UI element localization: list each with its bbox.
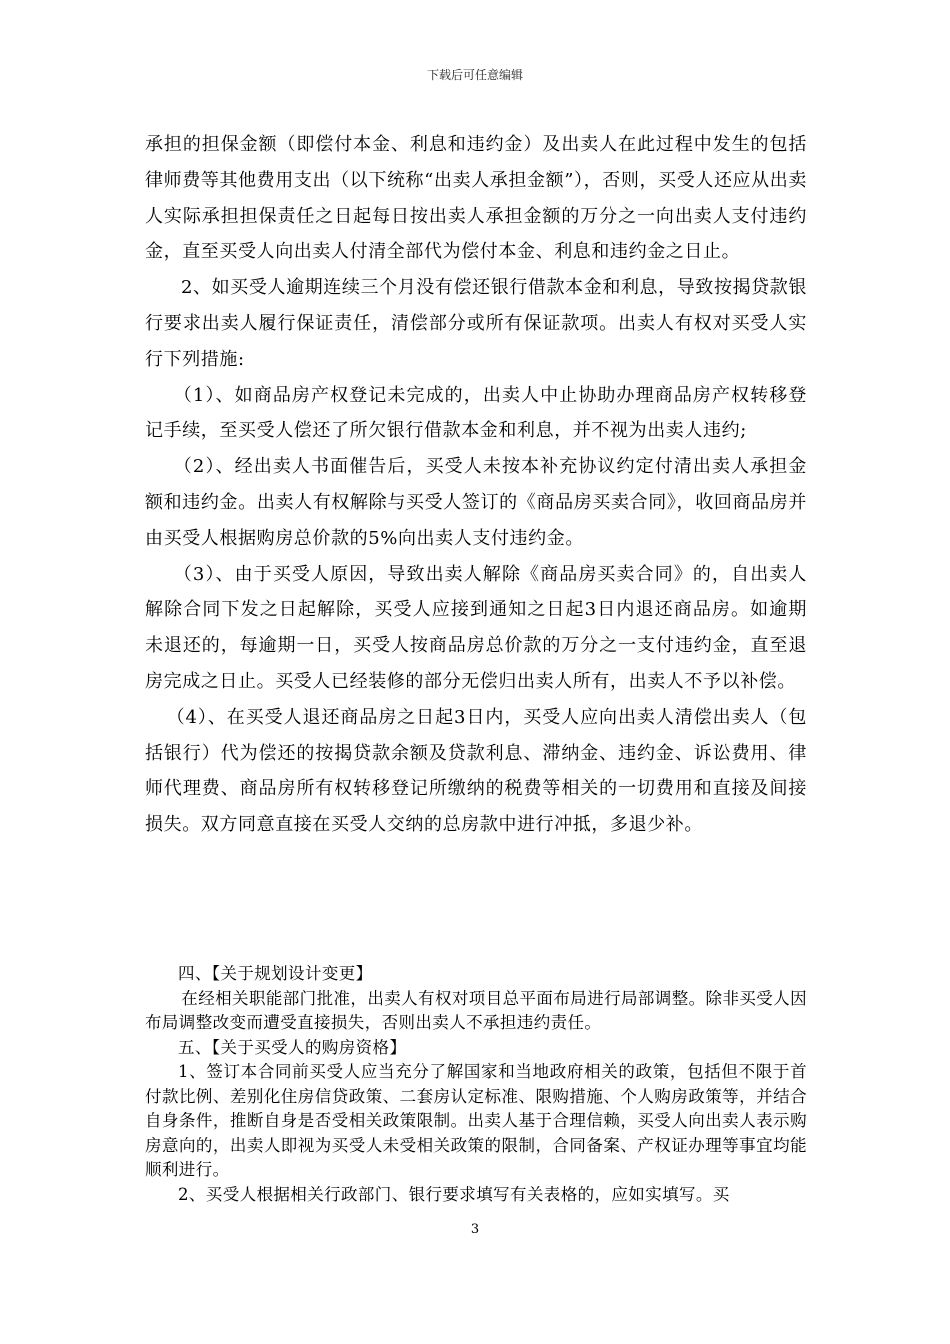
paragraph-clause-2-2: （2）、经出卖人书面催告后，买受人未按本补充协议约定付清出卖人承担金额和违约金。出卖人有权解除与买受人签订的《商品房买卖合同》，收回商品房并由买受人根据购房总价款的5%向出卖人支付违约金。 <box>145 456 807 549</box>
section-heading-4: 四、【关于规划设计变更】 <box>178 964 373 983</box>
paragraph-section-4: 在经相关职能部门批准，出卖人有权对项目总平面布局进行局部调整。除非买受人因布局调整改变而遭受直接损失，否则出卖人不承担违约责任。 <box>145 988 807 1032</box>
document-body-wide <box>145 127 807 843</box>
section-heading-5: 五、【关于买受人的购房资格】 <box>178 1037 407 1057</box>
paragraph-continuation: 承担的担保金额（即偿付本金、利息和违约金）及出卖人在此过程中发生的包括律师费等其他费用支出（以下统称“出卖人承担金额”），否则，买受人还应从出卖人实际承担担保责任之日起每日按出卖人承担金额的万分之一向出卖人支付违约金，直至买受人向出卖人付清全部代为偿付本金、利息和违约金之日止。 <box>145 134 807 263</box>
document-body-tight <box>145 962 807 1207</box>
page-header: 下载后可任意编辑 <box>426 68 523 82</box>
paragraph-section-5-1: 1、签订本合同前买受人应当充分了解国家和当地政府相关的政策，包括但不限于首付款比例、差别化住房信贷政策、二套房认定标准、限购措施、个人购房政策等，并结合自身条件，推断自身是否受相关政策限制。出卖人基于合理信赖，买受人向出卖人表示购房意向的，出卖人即视为买受人未受相关政策的限制，合同备案、产权证办理等事宜均能顺利进行。 <box>145 1062 807 1179</box>
paragraph-clause-2: 2、如买受人逾期连续三个月没有偿还银行借款本金和利息，导致按揭贷款银行要求出卖人履行保证责任，清偿部分或所有保证款项。出卖人有权对买受人实行下列措施: <box>145 277 807 370</box>
page-number: 3 <box>470 1222 480 1237</box>
paragraph-section-5-2: 2、买受人根据相关行政部门、银行要求填写有关表格的，应如实填写。买 <box>178 1184 730 1204</box>
paragraph-clause-2-3: （3）、由于买受人原因，导致出卖人解除《商品房买卖合同》的，自出卖人解除合同下发之日起解除，买受人应接到通知之日起3日内退还商品房。如逾期未退还的，每逾期一日，买受人按商品房总价款的万分之一支付违约金，直至退房完成之日止。买受人已经装修的部分无偿归出卖人所有，出卖人不予以补偿。 <box>145 563 807 692</box>
paragraph-clause-2-4: （4）、在买受人退还商品房之日起3日内，买受人应向出卖人清偿出卖人（包括银行）代为偿还的按揭贷款余额及贷款利息、滞纳金、违约金、诉讼费用、律师代理费、商品房所有权转移登记所缴纳的税费等相关的一切费用和直接及间接损失。双方同意直接在买受人交纳的总房款中进行冲抵，多退少补。 <box>145 706 807 836</box>
paragraph-clause-2-1: （1）、如商品房产权登记未完成的，出卖人中止协助办理商品房产权转移登记手续，至买受人偿还了所欠银行借款本金和利息，并不视为出卖人违约; <box>145 384 807 442</box>
